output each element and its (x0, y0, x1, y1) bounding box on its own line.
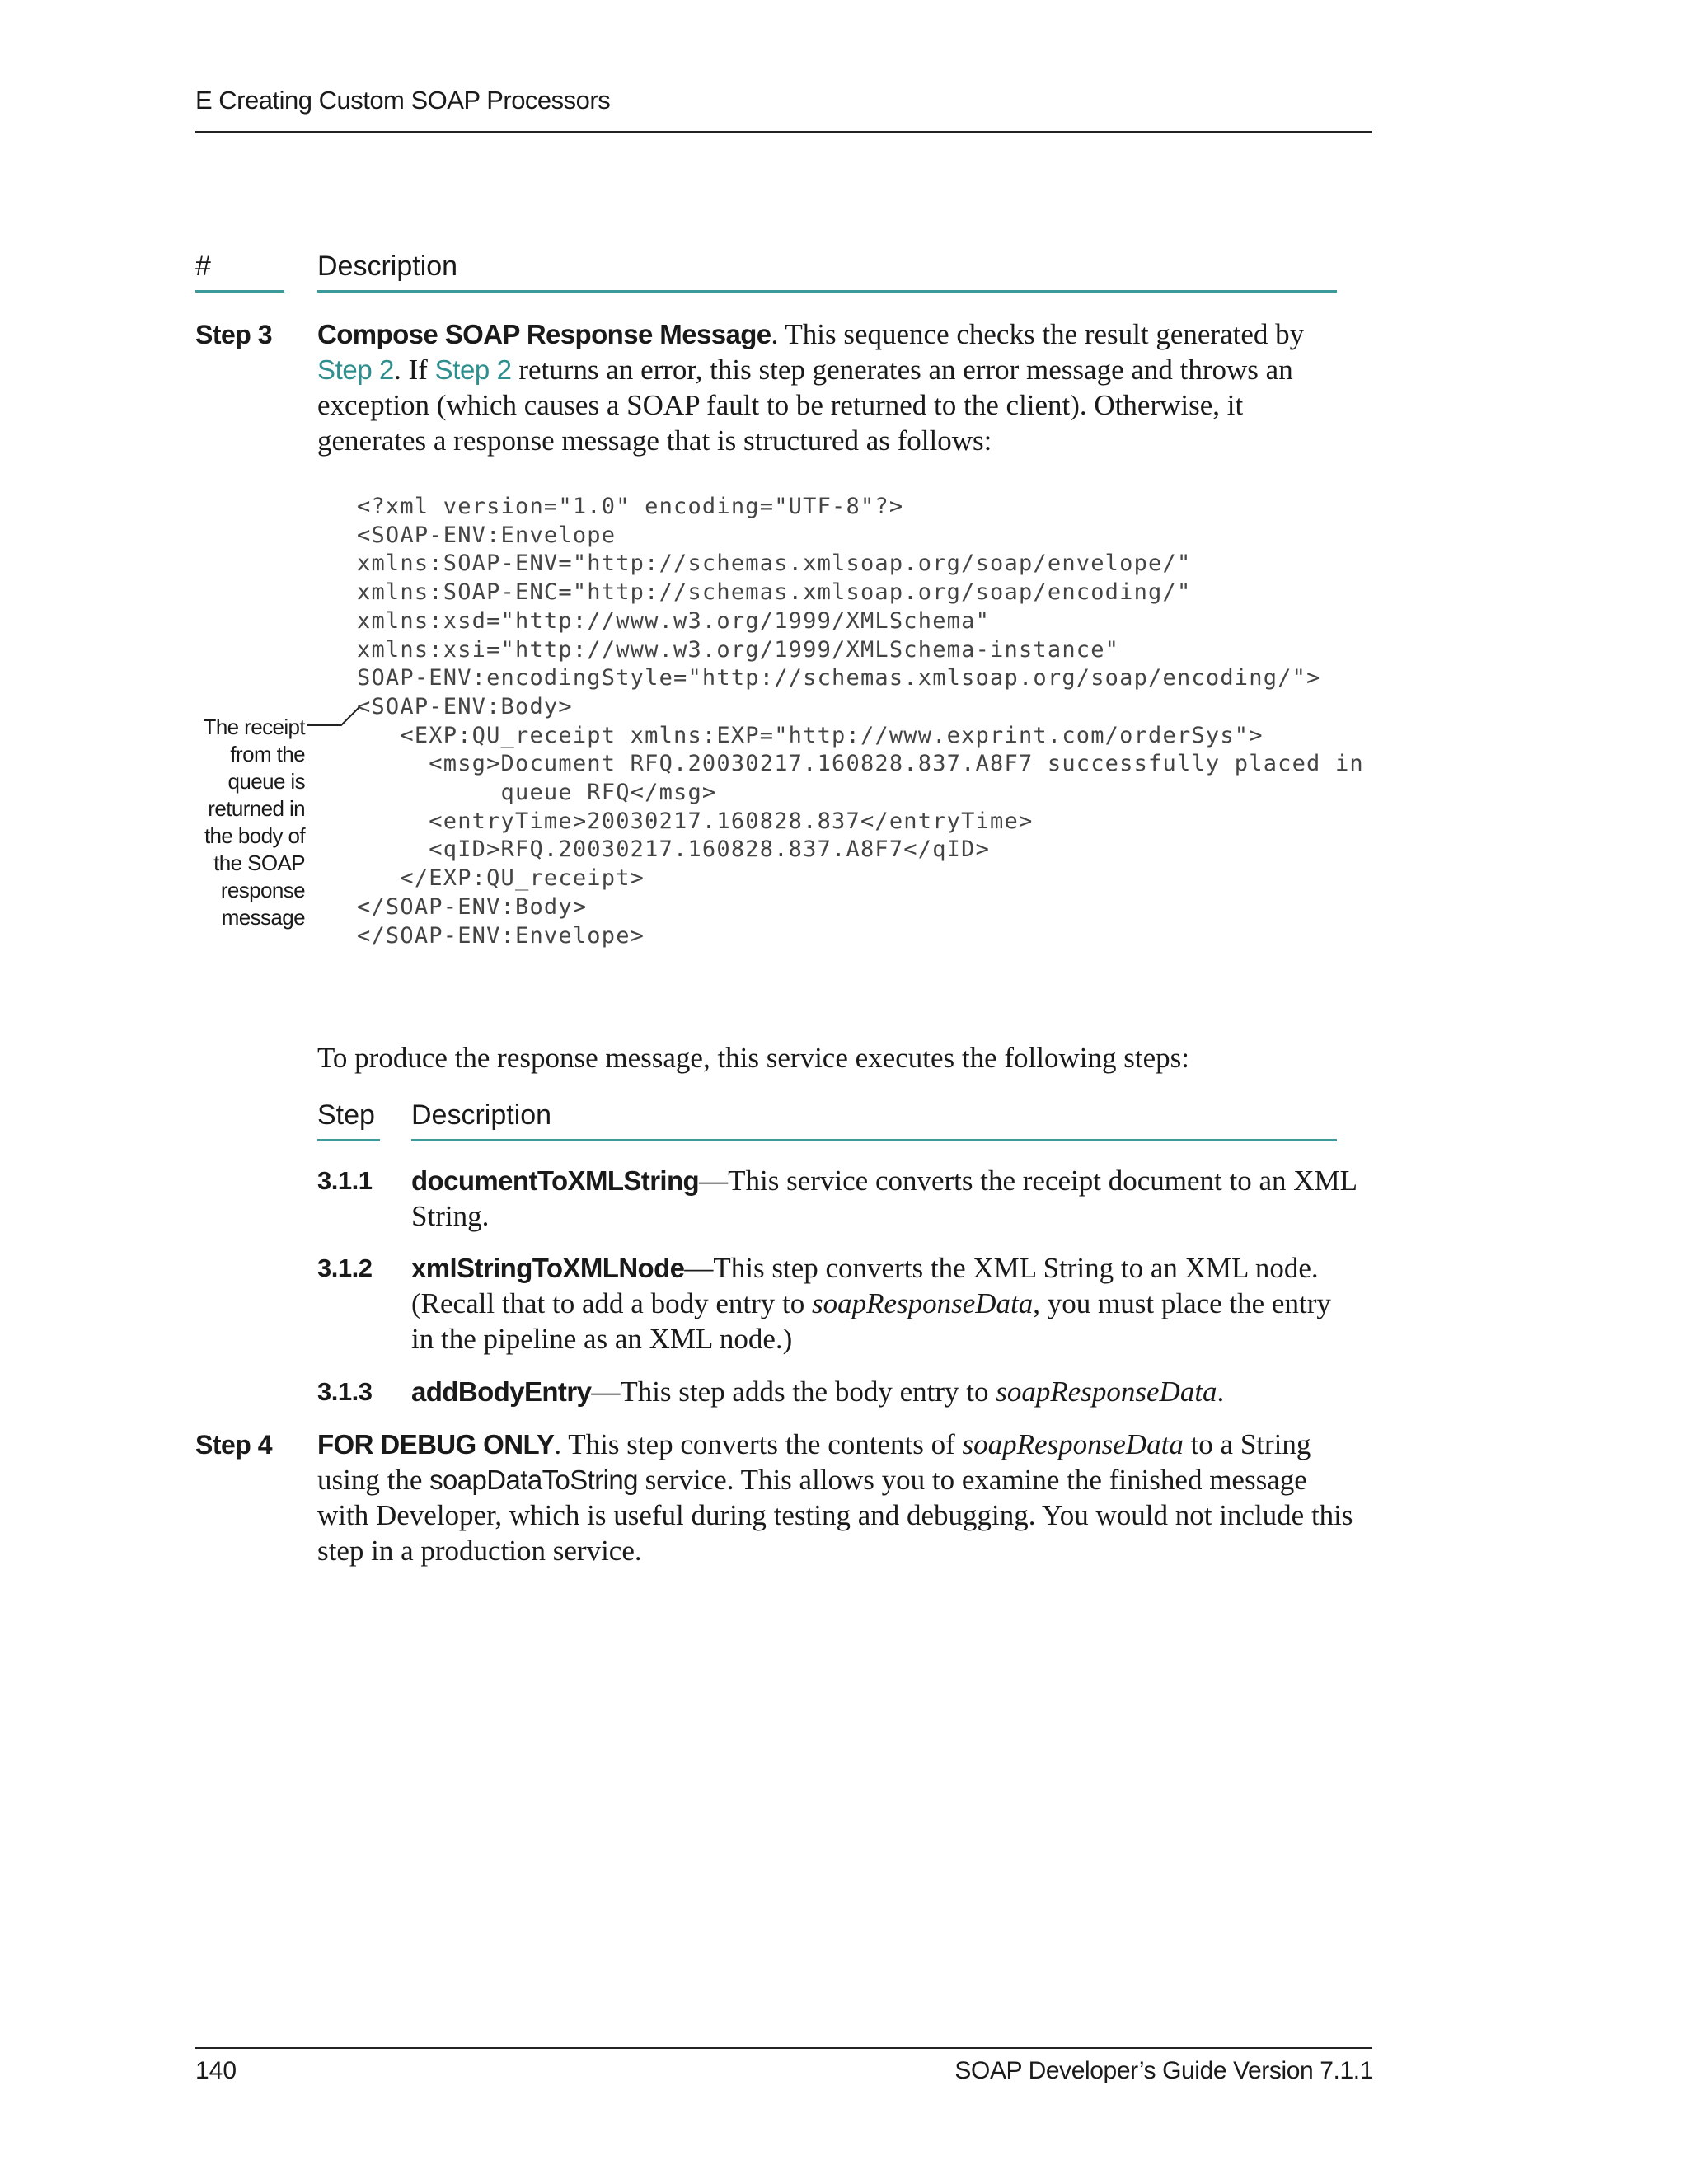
sub-column-rule-description (411, 1139, 1337, 1141)
margin-note-line: from the (230, 742, 305, 766)
step-2-link[interactable]: Step 2 (317, 354, 395, 385)
code-line: <qID>RFQ.20030217.160828.837.A8F7</qID> (357, 837, 991, 863)
step-3-text-3: returns an error, this step generates an error message and throws an exception (which causes a SOAP fault to be returned to the client). Otherwise, it generates a response message that is structured as follows: (317, 354, 1293, 457)
step-3-text-1: . This sequence checks the result generated by (771, 318, 1305, 350)
code-line: queue RFQ</msg> (357, 780, 717, 806)
sub-step-text: —This service converts the receipt document to an XML String. (411, 1165, 1357, 1232)
soap-response-code-block (357, 493, 1364, 950)
step-4-text-1: . This step converts the contents of (554, 1428, 963, 1460)
sub-step-number: 3.1.3 (317, 1377, 373, 1406)
step-4-description (317, 1427, 1357, 1568)
step-4-title: FOR DEBUG ONLY (317, 1429, 555, 1460)
margin-note-line: returned in (208, 796, 305, 821)
sub-step-description (411, 1374, 1357, 1409)
step-3-description (317, 316, 1357, 458)
sub-step-number: 3.1.2 (317, 1254, 373, 1282)
step-3-text-2: . If (394, 354, 435, 386)
service-name: soapDataToString (429, 1465, 638, 1495)
step-4-label: Step 4 (195, 1430, 273, 1460)
step-4-text-3: service. This allows you to examine the finished message with Developer, which is useful during testing and debugging. You would not include this step in a production service. (317, 1464, 1353, 1567)
variable-name: soapResponseData (811, 1287, 1034, 1319)
code-line: xmlns:xsi="http://www.w3.org/1999/XMLSchema-instance" (357, 636, 1120, 663)
code-line: <SOAP-ENV:Body> (357, 693, 573, 719)
column-header-description: Description (317, 251, 458, 282)
code-line: </EXP:QU_receipt> (357, 865, 645, 892)
margin-note-line: the SOAP (213, 851, 305, 875)
sub-step-text: —This step converts the XML String to an XML node. (Recall that to add a body entry to (411, 1252, 1319, 1319)
running-header: E Creating Custom SOAP Processors (195, 86, 611, 115)
code-line: </SOAP-ENV:Body> (357, 893, 588, 920)
code-line: </SOAP-ENV:Envelope> (357, 922, 645, 949)
page-number: 140 (195, 2057, 237, 2084)
margin-note-line: The receipt (203, 715, 305, 739)
variable-name: soapResponseData (996, 1376, 1217, 1408)
column-rule-description (317, 290, 1337, 293)
sub-steps-intro: To produce the response message, this service executes the following steps: (317, 1042, 1189, 1074)
code-line: <msg>Document RFQ.20030217.160828.837.A8F7 successfully placed in (357, 751, 1364, 777)
header-rule (195, 131, 1372, 133)
code-line: xmlns:SOAP-ENV="http://schemas.xmlsoap.org/soap/envelope/" (357, 551, 1192, 577)
sub-column-header-description: Description (411, 1099, 552, 1131)
sub-step-number: 3.1.1 (317, 1166, 373, 1195)
step-4-text-2: to a String using the (317, 1428, 1311, 1496)
sub-column-rule-step (317, 1139, 380, 1141)
sub-step-description (411, 1250, 1357, 1357)
footer-rule (195, 2047, 1372, 2049)
column-header-number: # (195, 251, 211, 282)
service-name: addBodyEntry (411, 1376, 592, 1407)
step-2-link-second[interactable]: Step 2 (434, 354, 512, 385)
sub-step-text: . (1217, 1376, 1225, 1408)
margin-note (173, 714, 305, 931)
column-rule-number (195, 290, 284, 293)
code-line: xmlns:xsd="http://www.w3.org/1999/XMLSchema" (357, 607, 991, 634)
margin-note-line: the body of (204, 823, 305, 848)
sub-step-text: , you must place the entry in the pipeline as an XML node.) (411, 1287, 1331, 1355)
sub-column-header-step: Step (317, 1099, 375, 1131)
code-line: SOAP-ENV:encodingStyle="http://schemas.xmlsoap.org/soap/encoding/"> (357, 665, 1321, 691)
code-line: xmlns:SOAP-ENC="http://schemas.xmlsoap.org/soap/encoding/" (357, 579, 1192, 606)
variable-name: soapResponseData (962, 1428, 1184, 1460)
service-name: xmlStringToXMLNode (411, 1253, 685, 1283)
margin-note-line: queue is (227, 769, 305, 794)
step-3-label: Step 3 (195, 320, 273, 349)
sub-step-description (411, 1163, 1357, 1234)
code-line: <?xml version="1.0" encoding="UTF-8"?> (357, 494, 904, 519)
margin-note-line: response (220, 878, 305, 902)
service-name: documentToXMLString (411, 1165, 700, 1196)
margin-note-line: message (221, 905, 305, 930)
sub-step-text: —This step adds the body entry to (591, 1376, 996, 1408)
code-line: <SOAP-ENV:Envelope (357, 522, 617, 548)
step-3-title: Compose SOAP Response Message (317, 319, 771, 349)
code-line: <EXP:QU_receipt xmlns:EXP="http://www.exprint.com/orderSys"> (357, 722, 1264, 748)
document-title: SOAP Developer’s Guide Version 7.1.1 (954, 2057, 1373, 2084)
code-line: <entryTime>20030217.160828.837</entryTime> (357, 808, 1034, 834)
